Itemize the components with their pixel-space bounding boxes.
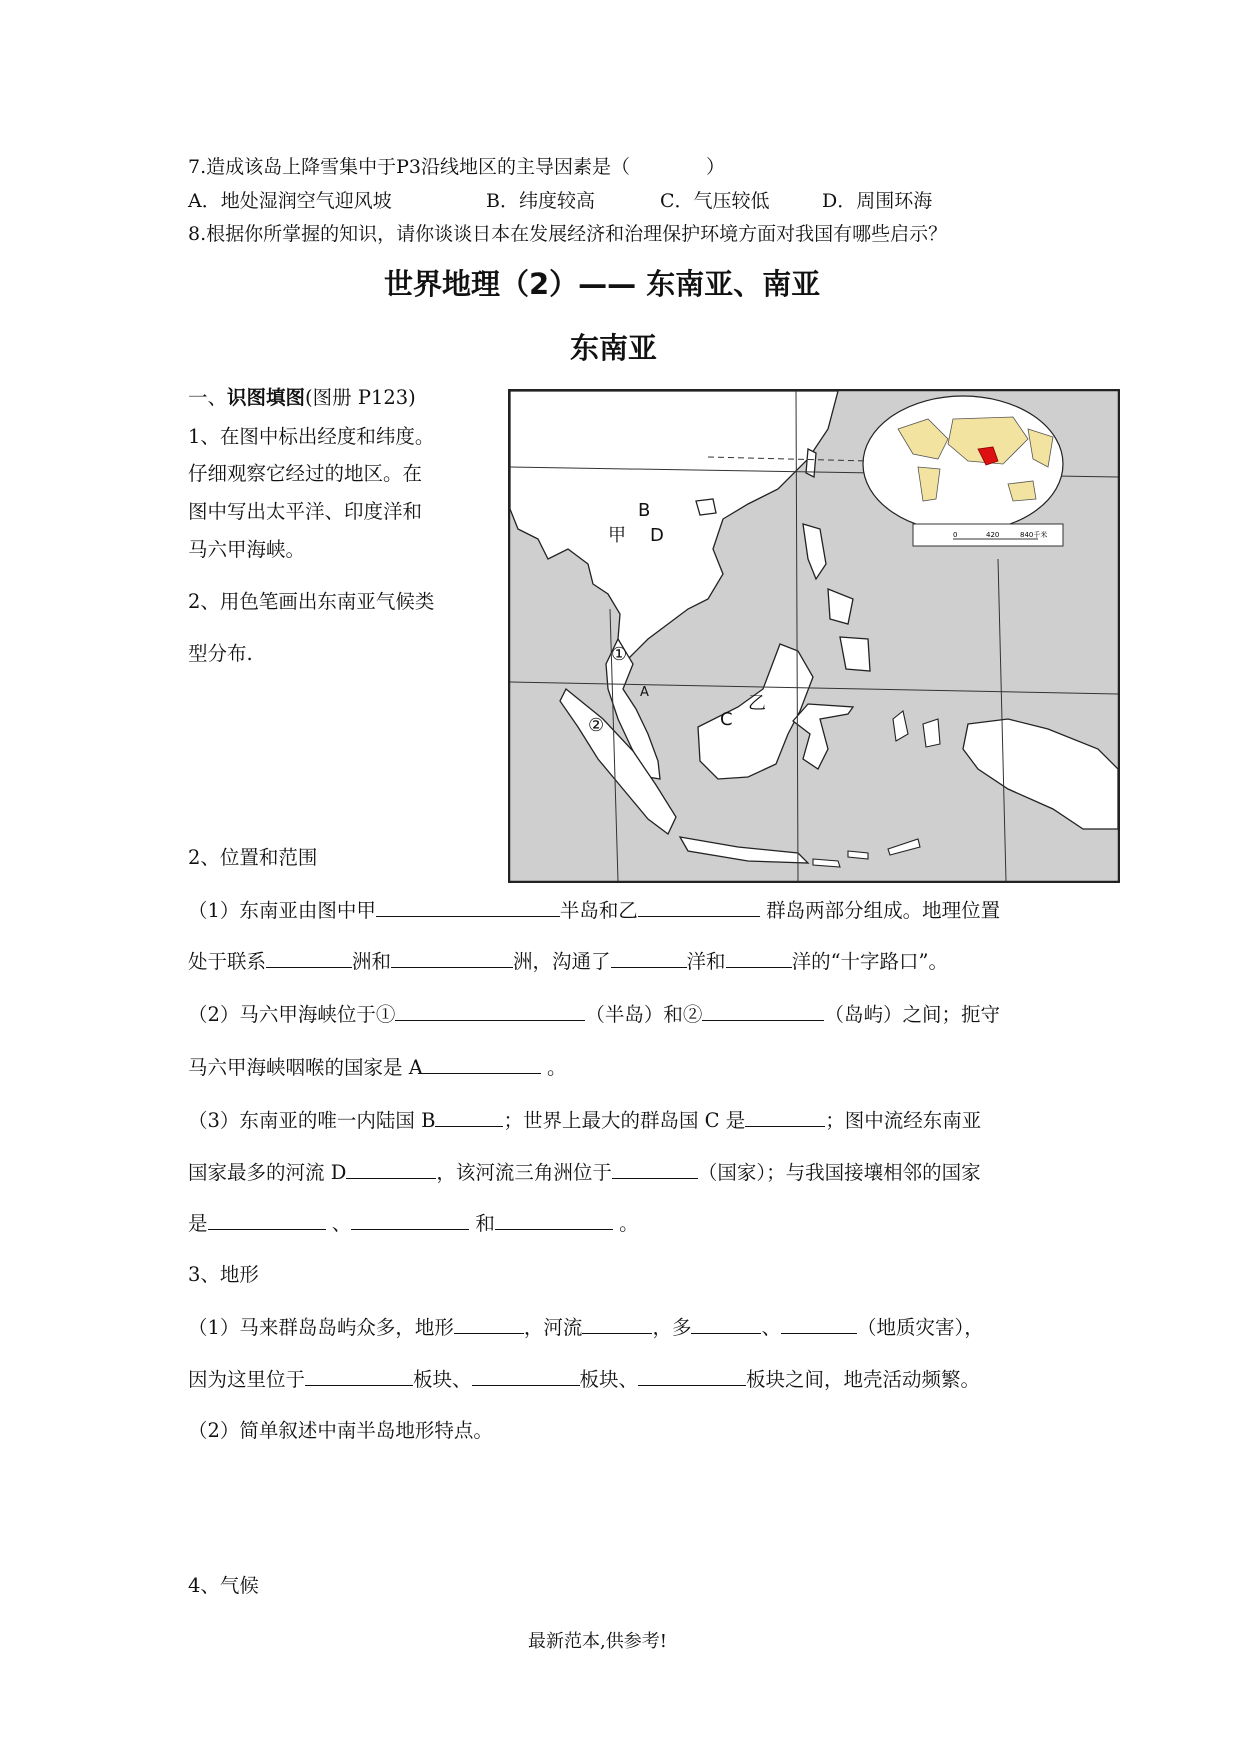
label-circle-2: ② <box>588 715 605 736</box>
text-segment: 、 <box>761 1316 781 1339</box>
fill-blank[interactable] <box>726 949 792 968</box>
text-segment: （半岛）和② <box>585 1003 703 1026</box>
text-segment: 板块、 <box>579 1368 639 1391</box>
fill-blank[interactable] <box>208 1211 326 1230</box>
page-title: 世界地理（2）—— 东南亚、南亚 <box>384 267 821 301</box>
fill-blank[interactable] <box>495 1211 613 1230</box>
fill-blank[interactable] <box>266 949 352 968</box>
inset-world-map <box>863 396 1063 532</box>
section3-para1 <box>188 1312 984 1340</box>
fill-blank[interactable] <box>702 1002 824 1021</box>
text-segment: （3）东南亚的唯一内陆国 B <box>188 1109 436 1132</box>
text-segment: ，河流 <box>523 1316 583 1339</box>
text-segment: 是 <box>188 1212 208 1235</box>
section3-heading: 3、地形 <box>188 1263 259 1286</box>
item1-line: 马六甲海峡。 <box>188 538 306 561</box>
text-segment: （1）东南亚由图中甲 <box>188 899 376 922</box>
page-footer: 最新范本,供参考! <box>528 1631 667 1652</box>
fill-blank[interactable] <box>611 949 687 968</box>
text-segment: 处于联系 <box>188 950 267 973</box>
text-segment: 洲，沟通了 <box>513 950 611 973</box>
text-segment: 因为这里位于 <box>188 1368 306 1391</box>
section-title: 东南亚 <box>570 331 658 365</box>
fill-blank[interactable] <box>582 1315 652 1334</box>
item2-line: 型分布. <box>188 642 253 665</box>
label-c: C <box>720 709 733 730</box>
fill-blank[interactable] <box>454 1315 524 1334</box>
section1-heading <box>188 382 416 410</box>
hainan-island <box>696 499 716 515</box>
fill-blank[interactable] <box>391 949 513 968</box>
text-segment: 洲和 <box>352 950 392 973</box>
text-segment: 。 <box>540 1056 567 1079</box>
section2-para2 <box>188 999 1000 1027</box>
question-8: 8.根据你所掌握的知识，请你谈谈日本在发展经济和治理保护环境方面对我国有哪些启示？ <box>188 223 948 245</box>
fill-blank[interactable] <box>376 898 560 917</box>
southeast-asia-map <box>508 389 1120 883</box>
fill-blank[interactable] <box>423 1055 541 1074</box>
section2-heading: 2、位置和范围 <box>188 846 318 869</box>
fill-blank[interactable] <box>395 1002 585 1021</box>
text-segment: （2）马六甲海峡位于① <box>188 1003 396 1026</box>
text-segment: （岛屿）之间；扼守 <box>824 1003 1000 1026</box>
question-7-option-b: B．纬度较高 <box>486 190 595 212</box>
text-segment: 。 <box>612 1212 639 1235</box>
fill-blank[interactable] <box>305 1367 413 1386</box>
text-segment: 、 <box>325 1212 352 1235</box>
question-7: 7.造成该岛上降雪集中于P3沿线地区的主导因素是（ ） <box>188 156 726 178</box>
section1-heading-suffix: (图册 P123) <box>305 386 416 409</box>
text-segment: ；图中流经东南亚 <box>825 1109 982 1132</box>
section4-heading: 4、气候 <box>188 1574 259 1597</box>
fill-blank[interactable] <box>351 1211 469 1230</box>
scale-bar <box>913 524 1063 546</box>
fill-blank[interactable] <box>691 1315 761 1334</box>
text-segment: （国家）；与我国接壤相邻的国家 <box>697 1161 981 1184</box>
text-segment: 国家最多的河流 D <box>188 1161 347 1184</box>
section2-para1b <box>188 946 948 974</box>
section1-heading-prefix: 一、 <box>188 386 228 409</box>
item1-line: 1、在图中标出经度和纬度。 <box>188 425 435 448</box>
fill-blank[interactable] <box>612 1160 698 1179</box>
scale-label: 0 <box>953 531 958 539</box>
fill-blank[interactable] <box>435 1108 503 1127</box>
fill-blank[interactable] <box>781 1315 857 1334</box>
label-circle-1: ① <box>611 644 628 665</box>
section3-para1b <box>188 1364 980 1392</box>
section2-para3 <box>188 1105 981 1133</box>
question-7-option-c: C．气压较低 <box>660 190 770 212</box>
question-7-option-a: A．地处湿润空气迎风坡 <box>188 190 392 212</box>
text-segment: ；世界上最大的群岛国 C 是 <box>503 1109 746 1132</box>
section3-para2: （2）简单叙述中南半岛地形特点。 <box>188 1419 493 1442</box>
text-segment: ，该河流三角洲位于 <box>436 1161 612 1184</box>
text-segment: 群岛两部分组成。地理位置 <box>759 899 1001 922</box>
section2-para2b <box>188 1052 566 1080</box>
fill-blank[interactable] <box>745 1108 825 1127</box>
taiwan-island <box>806 449 816 477</box>
text-segment: 板块之间，地壳活动频繁。 <box>746 1368 981 1391</box>
text-segment: 马六甲海峡咽喉的国家是 A <box>188 1056 423 1079</box>
text-segment: （地质灾害）， <box>856 1316 984 1339</box>
item2-line: 2、用色笔画出东南亚气候类 <box>188 590 435 613</box>
fill-blank[interactable] <box>472 1367 580 1386</box>
section2-para3c <box>188 1208 639 1236</box>
question-7-option-d: D．周围环海 <box>822 190 933 212</box>
label-d: D <box>650 525 664 546</box>
text-segment: （1）马来群岛岛屿众多，地形 <box>188 1316 454 1339</box>
section2-para1 <box>188 895 1000 923</box>
scale-label: 840千米 <box>1020 531 1048 539</box>
text-segment: 板块、 <box>413 1368 472 1391</box>
label-b: B <box>638 500 651 521</box>
section2-para3b <box>188 1157 981 1185</box>
label-jia: 甲 <box>608 525 626 546</box>
item1-line: 图中写出太平洋、印度洋和 <box>188 500 423 523</box>
text-segment: 洋和 <box>686 950 726 973</box>
text-segment: 半岛和乙 <box>559 899 638 922</box>
fill-blank[interactable] <box>638 898 760 917</box>
section1-heading-bold: 识图填图 <box>227 386 306 409</box>
text-segment: 洋的“十字路口”。 <box>791 950 949 973</box>
text-segment: ，多 <box>652 1316 692 1339</box>
scale-label: 420 <box>986 531 1000 539</box>
fill-blank[interactable] <box>638 1367 746 1386</box>
item1-line: 仔细观察它经过的地区。在 <box>188 462 423 485</box>
label-yi: 乙 <box>748 693 766 714</box>
fill-blank[interactable] <box>346 1160 436 1179</box>
label-a: A <box>640 685 649 700</box>
text-segment: 和 <box>469 1212 495 1235</box>
